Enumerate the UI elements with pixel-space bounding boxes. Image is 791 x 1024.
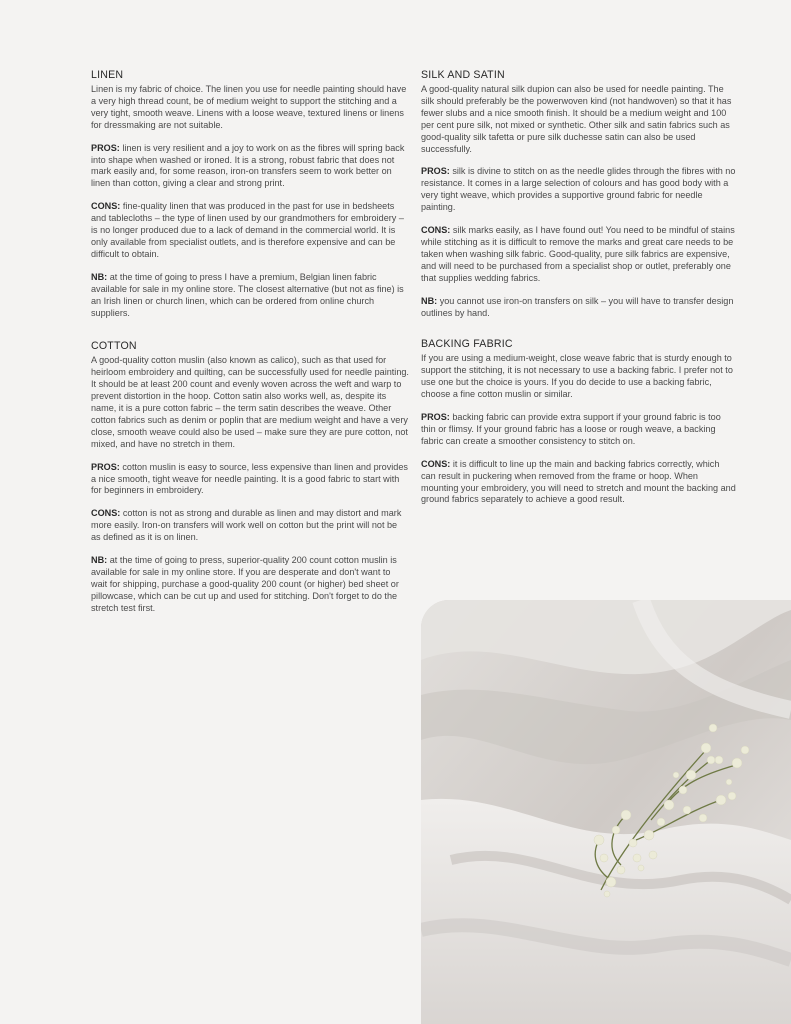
cotton-nb-text: at the time of going to press, superior-quality 200 count cotton muslin is available for sale in my online store. If you are desperate and don't want to wait for shipping, purchase a good-quality 200 count (or higher) bed sheet or pillowcase, which can be cut up and used for stitching. Don't forget to do the stretch test first. (91, 555, 399, 613)
nb-label: NB: (91, 271, 108, 282)
cotton-intro: A good-quality cotton muslin (also known as calico), such as that used for heirloom embroidery and quilting, can be successfully used for needle painting. It should be at least 200 count and evenly woven across the weft and warp to prevent distortion in the hoop. Cotton satin also works well, as, despite its name, it is a pure cotton fabric – the term satin describes the weave. Other cotton fabrics such as denim or poplin that are medium weight and have a very close, smooth weave could also be used – make sure they are pure cotton, not mixed, and have no stretch in them. (91, 355, 409, 449)
linen-cons (91, 201, 409, 261)
cotton-cons-text: cotton is not as strong and durable as linen and may distort and mark more easily. Iron-on transfers will work well on cotton but the print will not be as defined as it is on linen. (91, 508, 402, 543)
cotton-pros (91, 462, 409, 498)
silk-intro: A good-quality natural silk dupion can also be used for needle painting. The silk should preferably be the powerwoven kind (not handwoven) so that it has fewer slubs and a nice smooth finish. It should be a medium weight and 100 per cent pure silk, not mixed or synthetic. Other silk and satin fabrics such as good-quality silk tafetta or pure silk duchesse satin can also be used successfully. (421, 84, 732, 154)
silk-nb (421, 296, 736, 320)
linen-nb (91, 272, 409, 320)
linen-pros-text: linen is very resilient and a joy to work on as the fibres will spring back into shape when washed or ironed. It is a strong, robust fabric that does not mark easily and, for some reason, iron-on transfers seem to work better on linen than cotton, giving a clear and strong print. (91, 142, 405, 189)
linen-section (91, 68, 409, 319)
linen-heading: LINEN (91, 69, 124, 81)
backing-pros-text: backing fabric can provide extra support if your ground fabric is too thin or flimsy. If your ground fabric has a loose or rough weave, a backing fabric can create a smoother consistency to stitch on. (421, 412, 721, 446)
nb-label: NB: (91, 555, 108, 566)
linen-pros (91, 143, 409, 191)
linen-cons-text: fine-quality linen that was produced in the past for use in bedsheets and tablecloths – the type of linen used by our grandmothers for embroidery – is no longer produced due to a lack of demand in the commercial world. It is only available from specialist outlets, and is therefore expensive and can be difficult to obtain. (91, 201, 404, 259)
linen-nb-text: at the time of going to press I have a premium, Belgian linen fabric available for sale in my online store. The closest alternative (but not as fine) is an Irish linen or church linen, which can be ordered from online church suppliers. (91, 271, 404, 318)
silk-section (421, 68, 736, 319)
cons-label: CONS: (91, 508, 121, 519)
fabric-photo (421, 600, 791, 1024)
cons-label: CONS: (91, 201, 121, 212)
right-column (421, 68, 736, 518)
cotton-heading: COTTON (91, 340, 137, 353)
backing-section (421, 337, 736, 506)
silk-cons-text: silk marks easily, as I have found out! You need to be mindful of stains while stitching as it is difficult to remove the marks and great care needs to be taken when washing silk fabric. Good-quality, pure silk fabrics are expensive, and will need to be purchased from a specialist shop or outlet, preferably one that supplies wedding fabrics. (421, 225, 735, 283)
cons-label: CONS: (421, 458, 451, 469)
silk-nb-text: you cannot use iron-on transfers on silk – you will have to transfer design outlines by hand. (421, 295, 734, 318)
cotton-nb (91, 555, 409, 615)
left-column (91, 68, 409, 627)
pros-label: PROS: (421, 412, 450, 423)
cotton-cons (91, 508, 409, 544)
backing-intro: If you are using a medium-weight, close weave fabric that is sturdy enough to support the stitching, it is not necessary to use a backing fabric. I prefer not to use one but the choice is yours. If you do decide to use a backing fabric, choose a fine cotton muslin or similar. (421, 353, 733, 400)
nb-label: NB: (421, 295, 438, 306)
backing-pros (421, 412, 736, 448)
silk-cons (421, 225, 736, 285)
backing-cons (421, 459, 736, 507)
fabric-illustration (421, 600, 791, 1024)
pros-label: PROS: (91, 461, 120, 472)
cons-label: CONS: (421, 225, 451, 236)
silk-heading: SILK AND SATIN (421, 69, 505, 81)
cotton-pros-text: cotton muslin is easy to source, less expensive than linen and provides a nice smooth, tight weave for needle painting. It is a good fabric to start with for beginners in embroidery. (91, 461, 408, 496)
backing-heading: BACKING FABRIC (421, 338, 513, 351)
linen-intro: Linen is my fabric of choice. The linen you use for needle painting should have a very high thread count, be of medium weight to support the stitching and a very tight, smooth weave. Linens with a loose weave, textured linens or linens for dressmaking are not suitable. (91, 84, 407, 130)
silk-pros-text: silk is divine to stitch on as the needle glides through the fibres with no resistance. It comes in a large selection of colours and has good body with a very tight weave, which provides a supportive ground fabric for needle painting. (421, 166, 736, 213)
pros-label: PROS: (421, 166, 450, 177)
pros-label: PROS: (91, 142, 120, 153)
cotton-section (91, 339, 409, 614)
silk-pros (421, 166, 736, 214)
backing-cons-text: it is difficult to line up the main and backing fabrics correctly, which can result in puckering when removed from the frame or hoop. When mounting your embroidery, you will need to stretch and mount the backing and ground fabrics separately to achieve a good result. (421, 458, 736, 505)
